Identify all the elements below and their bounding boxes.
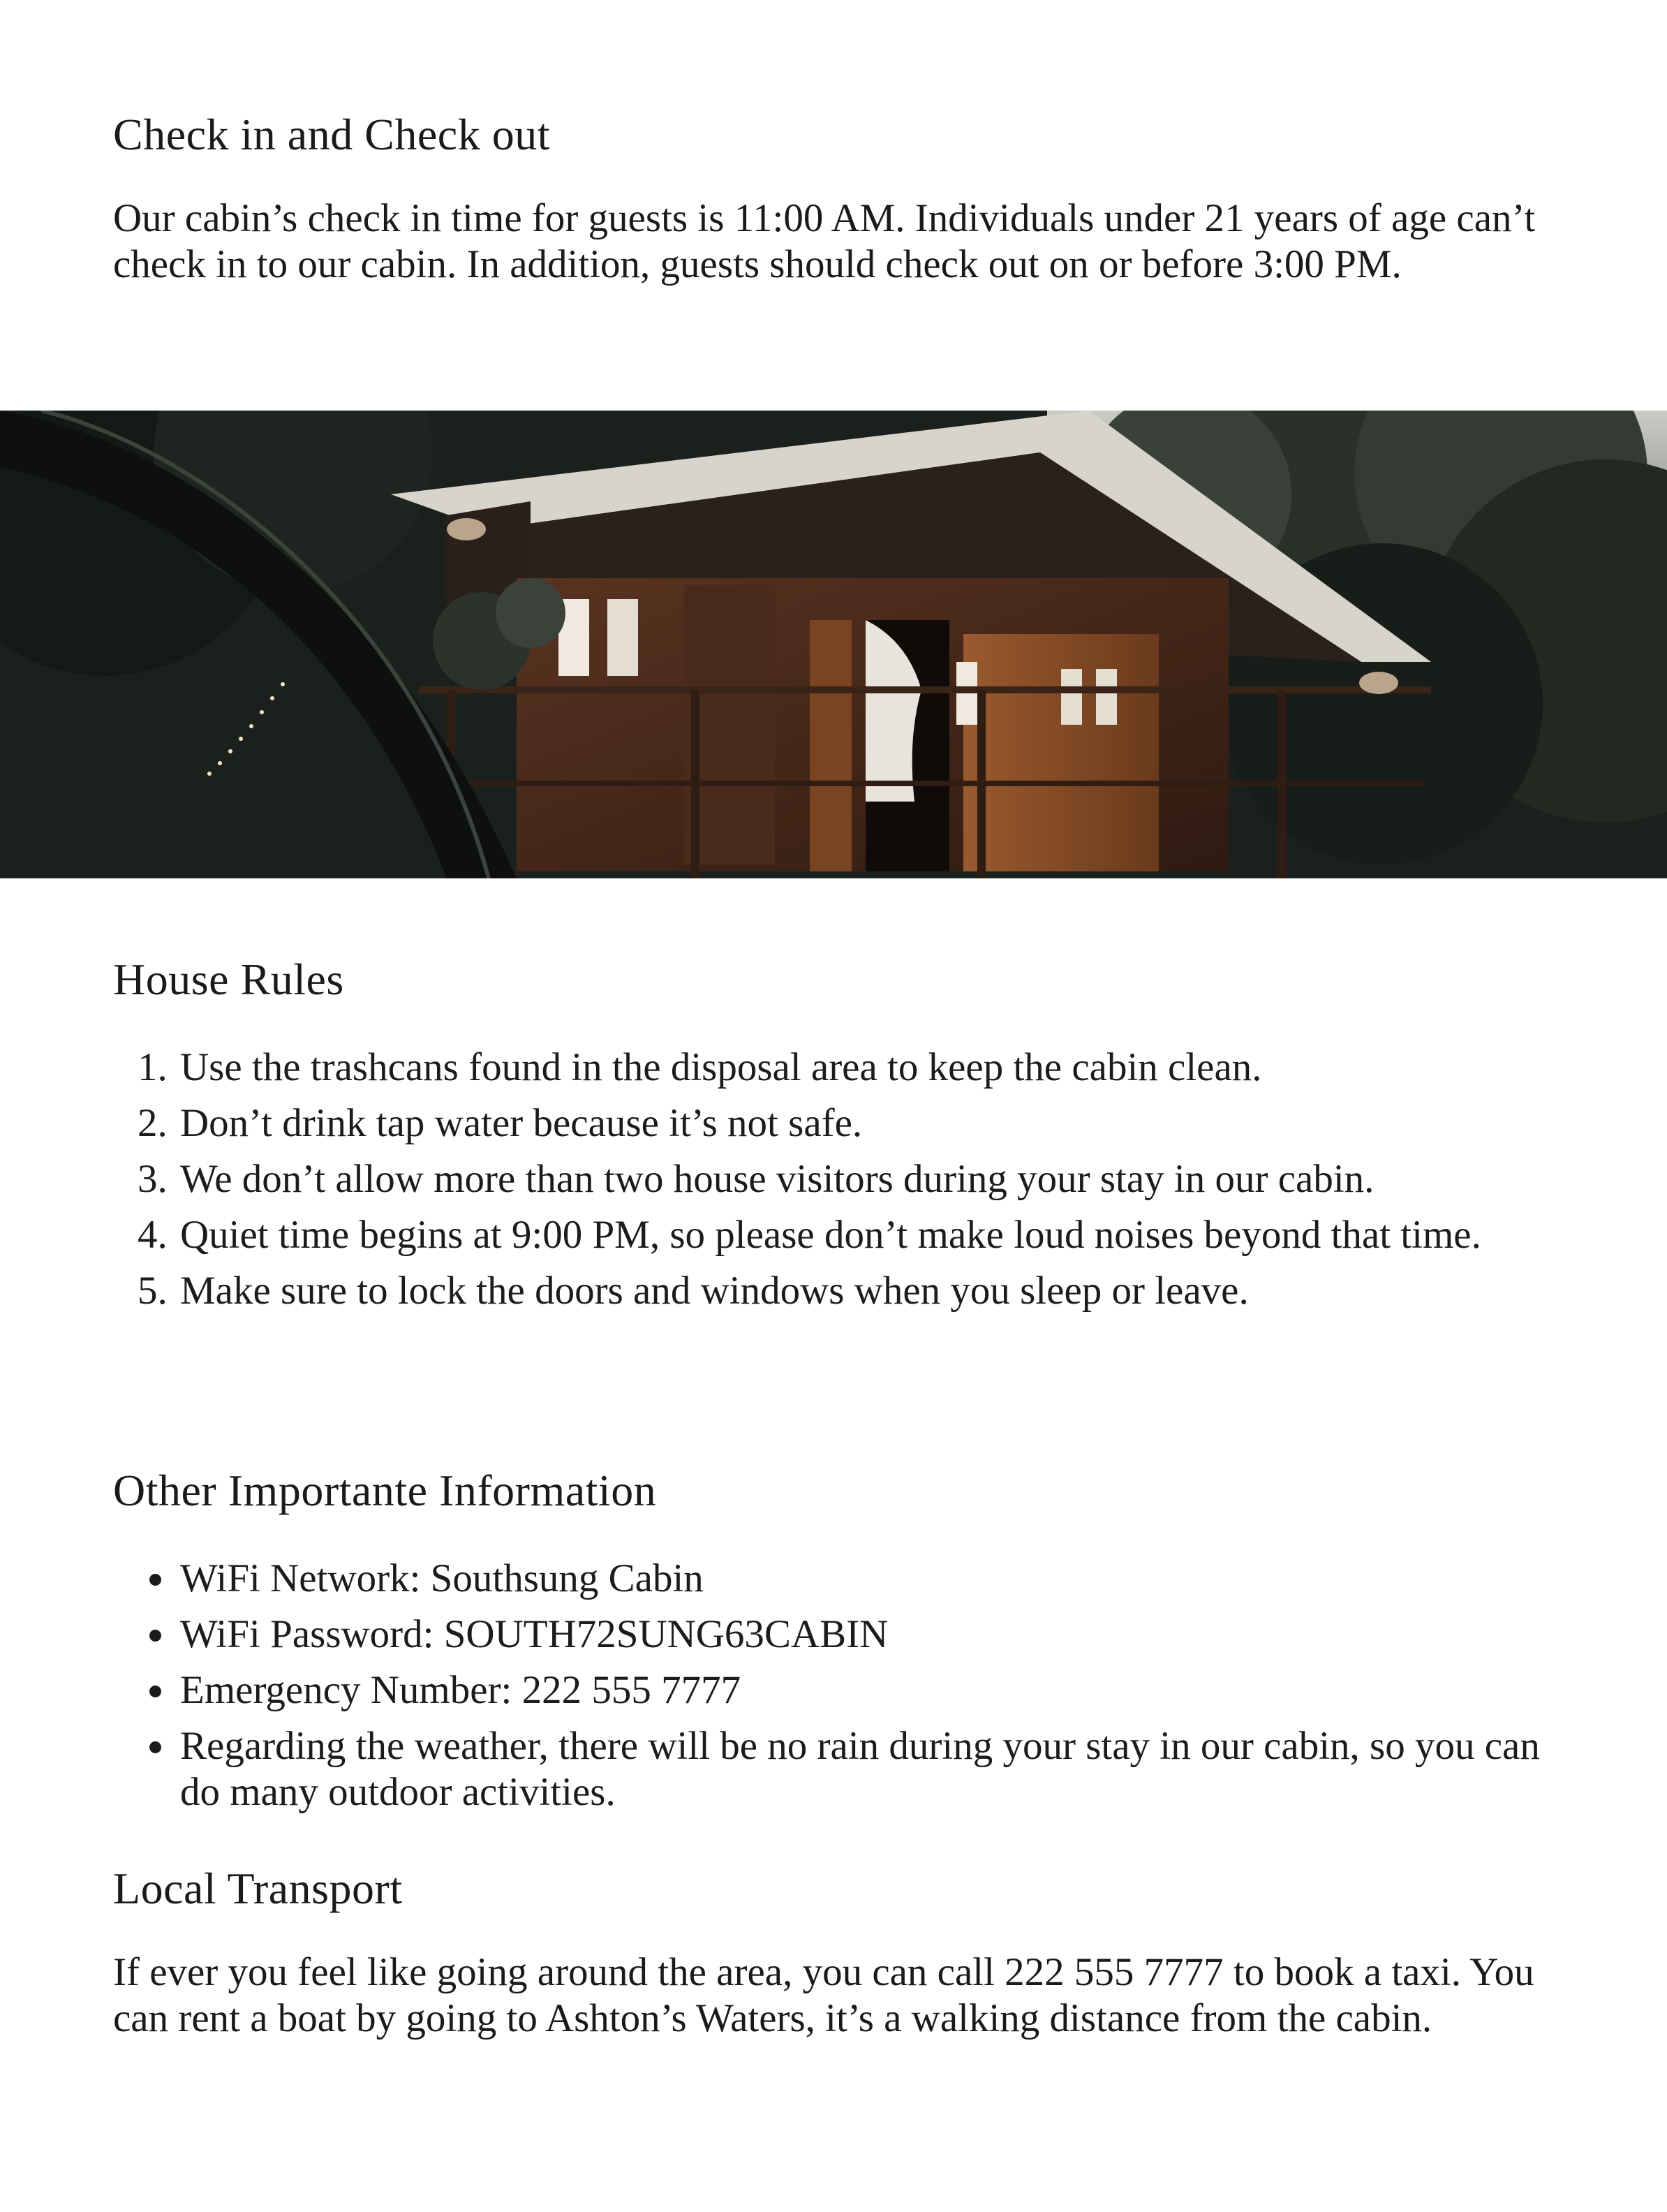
info-item: • Regarding the weather, there will be no rain during your stay in our cabin, so you can do many outdoor activities. — [177, 1723, 1565, 1815]
house-rules-heading: House Rules — [113, 954, 344, 1004]
info-item: • WiFi Password: SOUTH72SUNG63CABIN — [177, 1612, 1565, 1658]
info-item: • Emergency Number: 222 555 7777 — [177, 1667, 1565, 1713]
rule-item: 5. Make sure to lock the doors and windows when you sleep or leave. — [177, 1268, 1565, 1314]
local-transport-body: If ever you feel like going around the area, you can call 222 555 7777 to book a taxi. You can rent a boat by going to Ashton’s Waters, it’s a walking distance from the cabin. — [113, 1950, 1534, 2041]
checkin-body: Our cabin’s check in time for guests is 11:00 AM. Individuals under 21 years of age can’t check in to our cabin. In addition, guests should check out on or before 3:00 PM. — [113, 196, 1536, 287]
rule-item: 1. Use the trashcans found in the disposal area to keep the cabin clean. — [177, 1045, 1565, 1091]
house-rules-list — [113, 1045, 1565, 1314]
local-transport-section — [113, 1864, 1565, 2042]
local-transport-heading: Local Transport — [113, 1864, 403, 1913]
rule-item: 2. Don’t drink tap water because it’s not safe. — [177, 1100, 1565, 1146]
rule-item: 4. Quiet time begins at 9:00 PM, so please don’t make loud noises beyond that time. — [177, 1212, 1565, 1258]
cabin-photo — [0, 411, 1667, 878]
other-info-list — [113, 1556, 1565, 1815]
checkin-heading: Check in and Check out — [113, 110, 550, 159]
other-info-section — [113, 1466, 1565, 1825]
house-rules-section — [113, 955, 1565, 1324]
rule-item: 3. We don’t allow more than two house visitors during your stay in our cabin. — [177, 1156, 1565, 1202]
info-item: • WiFi Network: Southsung Cabin — [177, 1556, 1565, 1602]
other-info-heading: Other Importante Information — [113, 1466, 657, 1515]
checkin-section — [113, 110, 1565, 288]
